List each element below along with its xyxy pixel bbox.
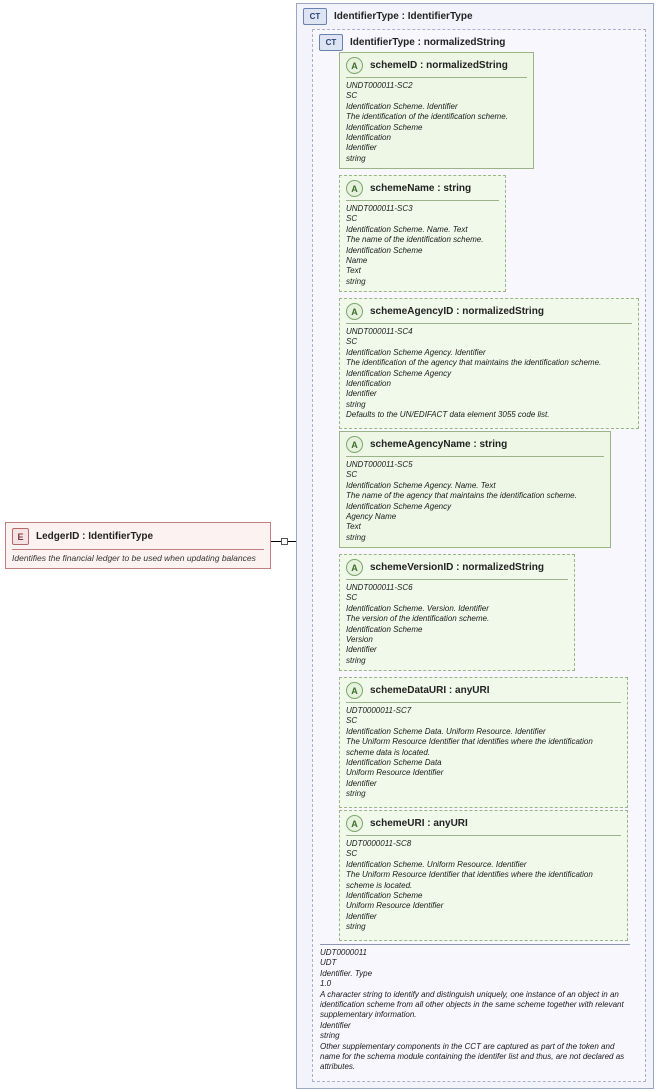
element-title: LedgerID : IdentifierType xyxy=(36,531,154,542)
attribute-badge-icon: A xyxy=(346,57,363,74)
attribute-header xyxy=(340,432,610,455)
attribute-detail-lines: UNDT000011-SC5 SC Identification Scheme Agency. Name. Text The name of the agency that maintains the identification scheme. Identification Scheme Agency Agency Name Text string xyxy=(346,460,577,542)
container-outer-header xyxy=(297,4,653,25)
attribute-header xyxy=(340,811,627,834)
attribute-header xyxy=(340,299,638,322)
attribute-badge-icon: A xyxy=(346,682,363,699)
attribute-detail-lines: UNDT000011-SC2 SC Identification Scheme. Identifier The identification of the identification scheme. Identification Scheme Identification Identifier string xyxy=(346,81,508,163)
container-documentation xyxy=(320,944,630,1073)
attribute-header xyxy=(340,53,533,76)
element-type-badge-icon: E xyxy=(12,528,29,545)
attribute-header xyxy=(340,555,574,578)
element-header xyxy=(6,523,270,549)
attribute-badge-icon: A xyxy=(346,815,363,832)
attribute-title: schemeID : normalizedString xyxy=(370,60,508,71)
attribute-title: schemeName : string xyxy=(370,183,472,194)
attribute-box-schemeid[interactable] xyxy=(339,52,534,169)
attribute-detail-lines: UDT0000011-SC8 SC Identification Scheme. Uniform Resource. Identifier The Uniform Resource Identifier that identifies where the identification scheme is located. Identification Scheme Uniform Resource Identifier Identifier string xyxy=(346,839,593,932)
attribute-box-schemeagencyname[interactable] xyxy=(339,431,611,548)
connector-line-to-container xyxy=(288,541,296,542)
attribute-detail-lines: UNDT000011-SC4 SC Identification Scheme Agency. Identifier The identification of the agency that maintains the identification scheme. Identification Scheme Agency Identification Identifier string Defaults to the UN/EDIFACT data element 3055 code list. xyxy=(346,327,602,420)
container-inner-title: IdentifierType : normalizedString xyxy=(350,37,506,48)
attribute-badge-icon: A xyxy=(346,559,363,576)
attribute-badge-icon: A xyxy=(346,303,363,320)
attribute-box-schemeagencyid[interactable] xyxy=(339,298,639,429)
documentation-separator xyxy=(320,944,630,945)
complextype-badge-icon: CT xyxy=(303,8,327,25)
attribute-title: schemeVersionID : normalizedString xyxy=(370,562,544,573)
attribute-header xyxy=(340,678,627,701)
attribute-header xyxy=(340,176,505,199)
element-box-ledgerid[interactable] xyxy=(5,522,271,569)
attribute-box-schemeversionid[interactable] xyxy=(339,554,575,671)
element-description: Identifies the financial ledger to be used when updating balances xyxy=(12,553,256,563)
attribute-box-schemename[interactable] xyxy=(339,175,506,292)
connector-expand-box[interactable] xyxy=(281,538,288,545)
container-inner-header xyxy=(313,30,645,51)
attribute-title: schemeDataURI : anyURI xyxy=(370,685,490,696)
documentation-lines: UDT0000011 UDT Identifier. Type 1.0 A character string to identify and distinguish uniquely, one instance of an object in an identification scheme from all other objects in the same scheme together with relevant supplementary information. Identifier string Other supplementary components in the CCT are captured as part of the token and name for the schema module containing the identifer list and thus, are not declared as attributes. xyxy=(320,948,625,1072)
attribute-badge-icon: A xyxy=(346,180,363,197)
attribute-detail-lines: UNDT000011-SC6 SC Identification Scheme. Version. Identifier The version of the identification scheme. Identification Scheme Version Identifier string xyxy=(346,583,490,665)
attribute-box-schemeuri[interactable] xyxy=(339,810,628,941)
attribute-badge-icon: A xyxy=(346,436,363,453)
attribute-detail-lines: UNDT000011-SC3 SC Identification Scheme. Name. Text The name of the identification scheme. Identification Scheme Name Text string xyxy=(346,204,484,286)
attribute-title: schemeURI : anyURI xyxy=(370,818,468,829)
attribute-title: schemeAgencyName : string xyxy=(370,439,508,450)
complextype-badge-icon-inner: CT xyxy=(319,34,343,51)
attribute-title: schemeAgencyID : normalizedString xyxy=(370,306,544,317)
attribute-box-schemedatauri[interactable] xyxy=(339,677,628,808)
container-outer-title: IdentifierType : IdentifierType xyxy=(334,11,473,22)
attribute-detail-lines: UDT0000011-SC7 SC Identification Scheme Data. Uniform Resource. Identifier The Uniform Resource Identifier that identifies where the identification scheme data is located. Identification Scheme Data Uniform Resource Identifier Identifier string xyxy=(346,706,593,799)
